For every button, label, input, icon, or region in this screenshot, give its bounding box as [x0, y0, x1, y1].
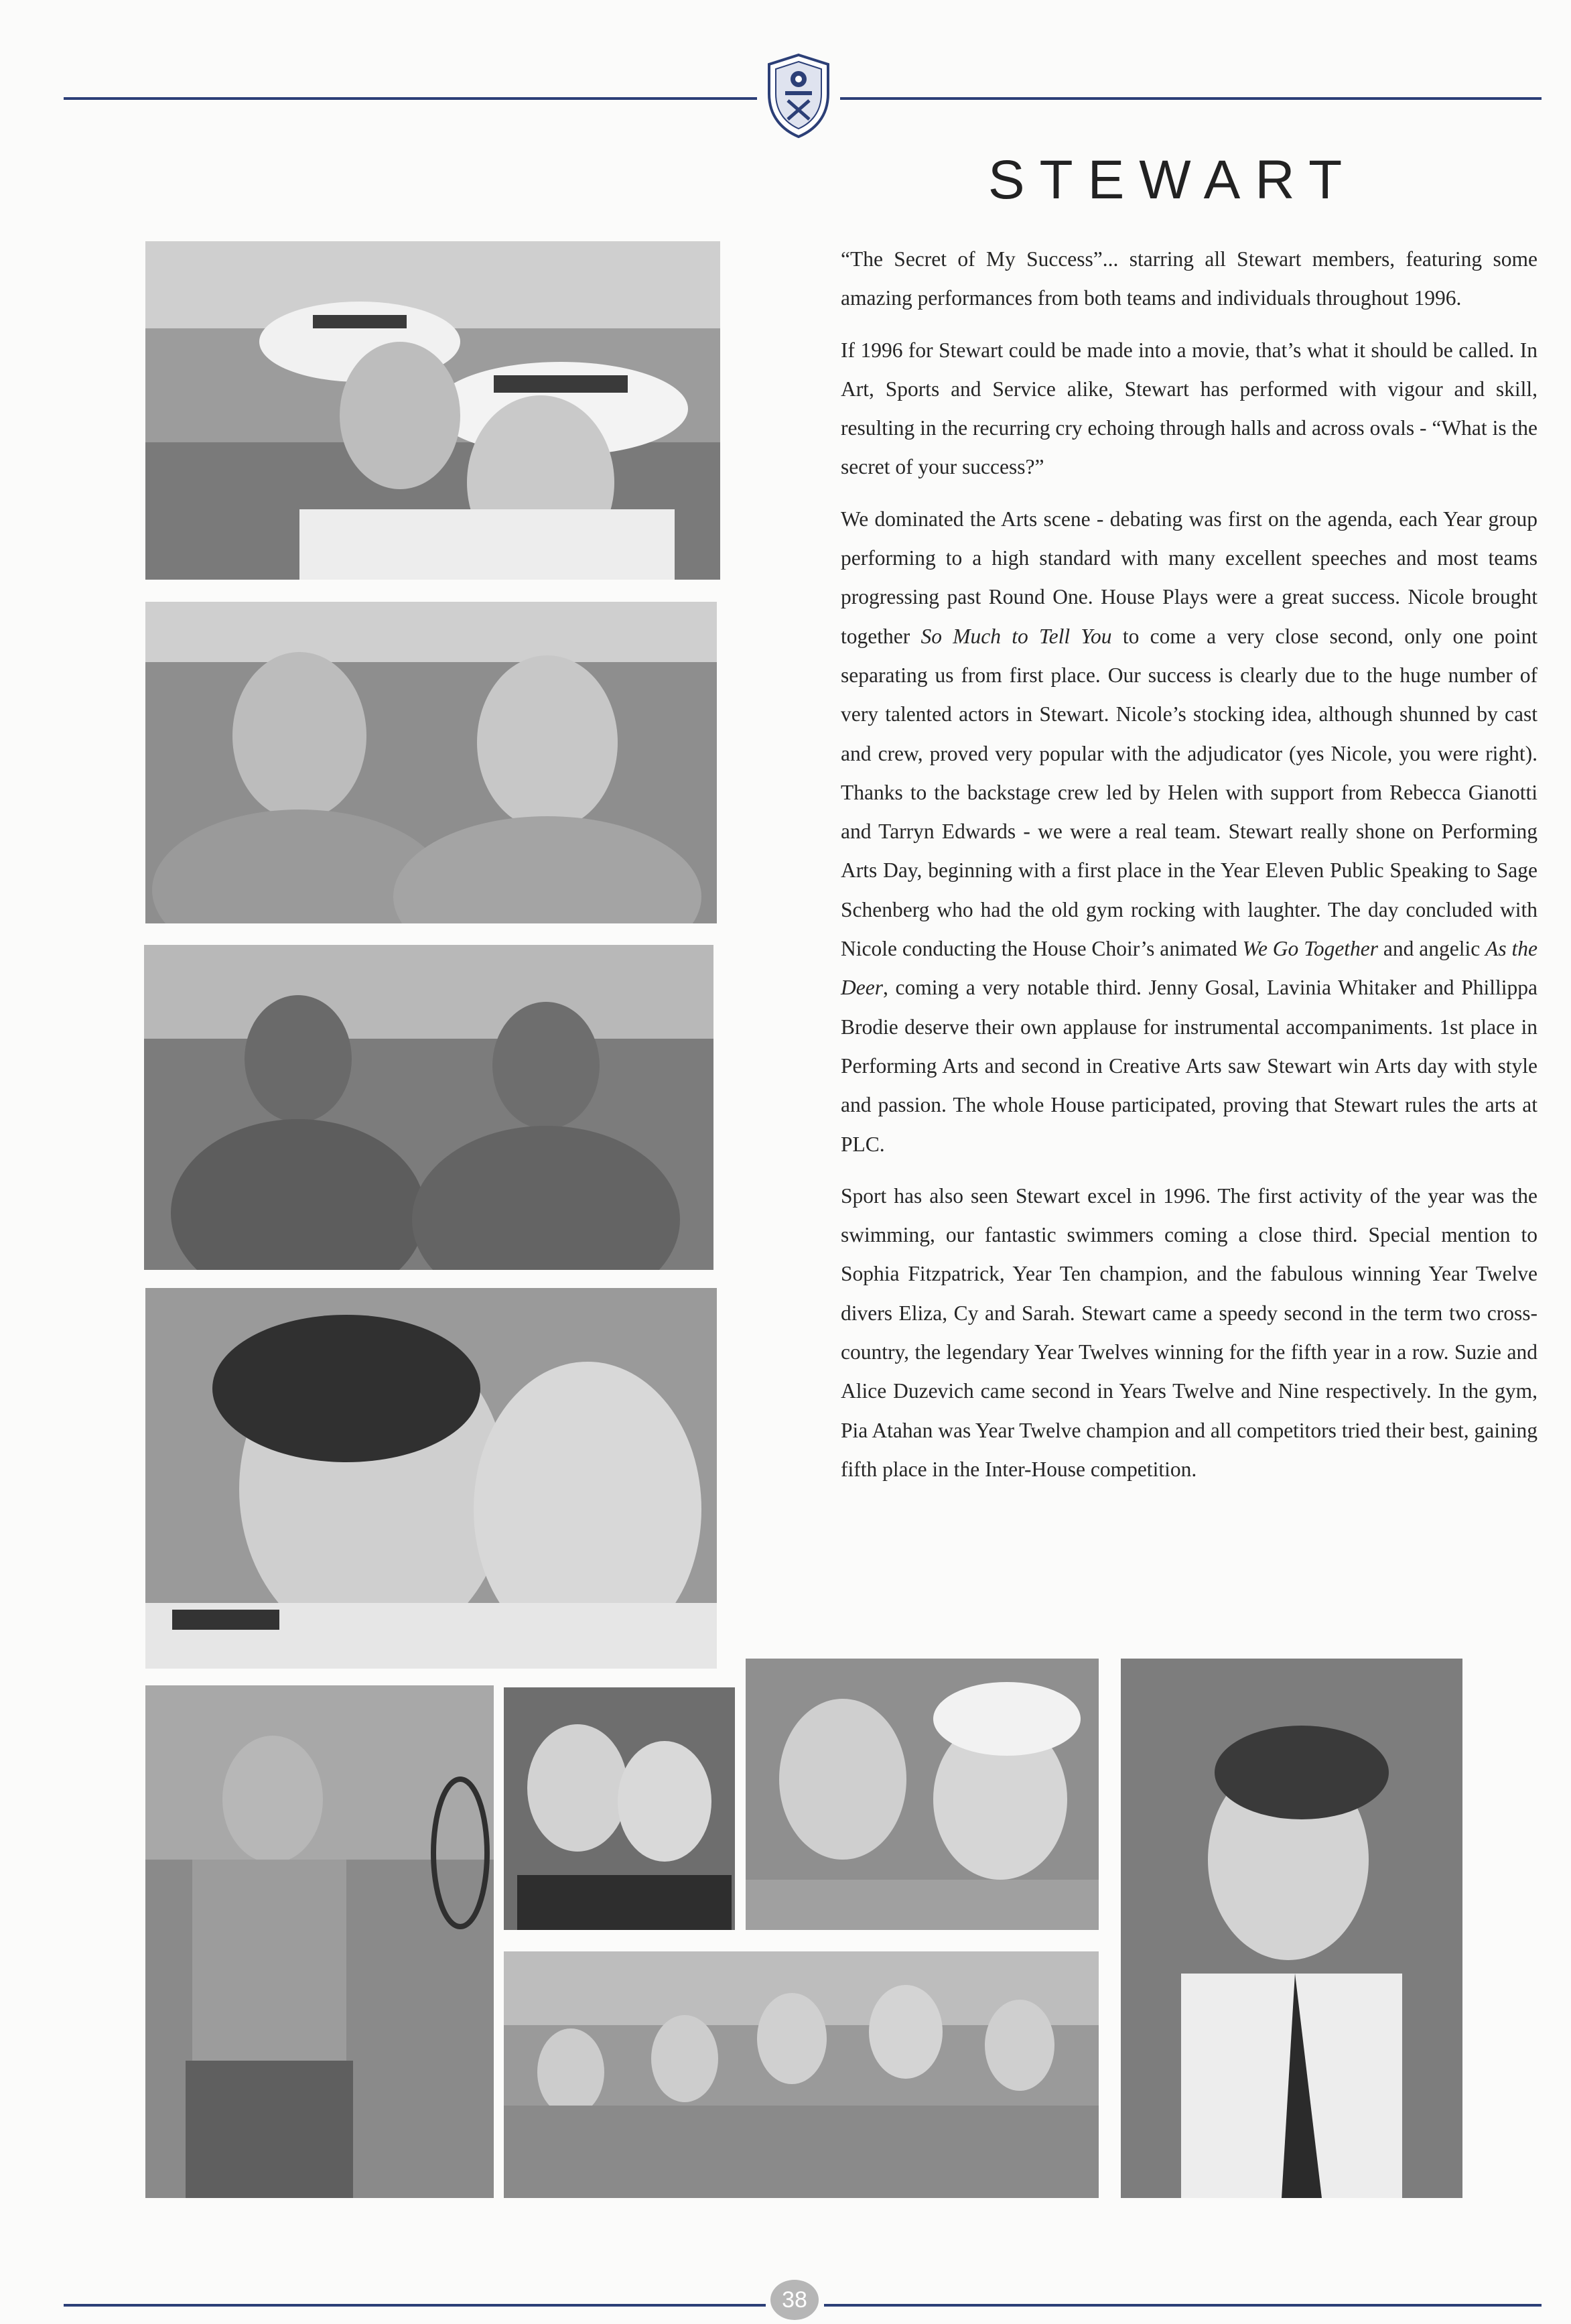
footer-rule-right	[824, 2304, 1542, 2307]
photo-closeup-two-girls	[145, 1288, 717, 1669]
photo-girl-with-tie	[1121, 1659, 1462, 2198]
photo-girls-on-bench	[144, 945, 713, 1270]
paragraph-movie: If 1996 for Stewart could be made into a movie, that’s what it should be called. In Art, Sports and Service alike, Stewart has performed with vigour and skill, resulting in the recurring cry echoing through halls and across ovals - “What is the secret of your success?”	[841, 338, 1538, 479]
photo-group-of-girls	[504, 1951, 1099, 2198]
paragraph-arts: We dominated the Arts scene - debating was first on the agenda, each Year group performing to a high standard with many excellent speeches and most teams progressing past Round One. House Plays were a great success. Nicole brought together So Much to Tell You to come a very close second, only one point separating us from first place. Our success is clearly due to the huge number of very talented actors in Stewart. Nicole’s stocking idea, although shunned by cast and crew, proved very popular with the adjudicator (yes Nicole, you were right). Thanks to the backstage crew led by Helen with support from Rebecca Gianotti and Tarryn Edwards - we were a real team. Stewart really shone on Performing Arts Day, beginning with a first place in the Year Eleven Public Speaking to Sage Schenberg who had the old gym rocking with laughter. The day concluded with Nicole conducting the House Choir’s animated We Go Together and angelic As the Deer, coming a very notable third. Jenny Gosal, Lavinia Whitaker and Phillippa Brodie deserve their own applause for instrumental accompaniments. 1st place in Performing Arts and second in Creative Arts saw Stewart win Arts day with style and passion. The whole House participated, proving that Stewart rules the arts at PLC.	[841, 507, 1538, 1156]
photo-girls-making-faces	[504, 1687, 735, 1930]
school-crest-icon	[762, 52, 835, 139]
photo-girls-laughing	[746, 1659, 1099, 1930]
song-title: We Go Together	[1242, 937, 1379, 961]
header-rule-left	[64, 97, 757, 100]
paragraph-sport: Sport has also seen Stewart excel in 1996. The first activity of the year was the swimming, our fantastic swimmers coming a close third. Special mention to Sophia Fitzpatrick, Year Ten champion, and the fabulous winning Year Twelve divers Eliza, Cy and Sarah. Stewart came a speedy second in the term two cross-country, the legendary Year Twelves winning for the fifth year in a row. Suzie and Alice Duzevich came second in Years Twelve and Nine respectively. In the gym, Pia Atahan was Year Twelve champion and all competitors tried their best, gaining fifth place in the Inter-House competition.	[841, 1183, 1538, 1481]
page-title: STEWART	[987, 149, 1357, 210]
song-title: As the Deer	[841, 937, 1538, 1000]
photo-girls-in-hats	[145, 241, 720, 580]
page-number: 38	[770, 2280, 819, 2320]
photo-two-girls-smiling	[145, 602, 717, 923]
photo-girl-with-racquet	[145, 1685, 494, 2198]
article-body	[841, 240, 1538, 1502]
footer-rule-left	[64, 2304, 766, 2307]
paragraph-intro: “The Secret of My Success”... starring all Stewart members, featuring some amazing performances from both teams and individuals throughout 1996.	[841, 247, 1538, 310]
header-rule-right	[840, 97, 1542, 100]
play-title: So Much to Tell You	[920, 624, 1112, 648]
